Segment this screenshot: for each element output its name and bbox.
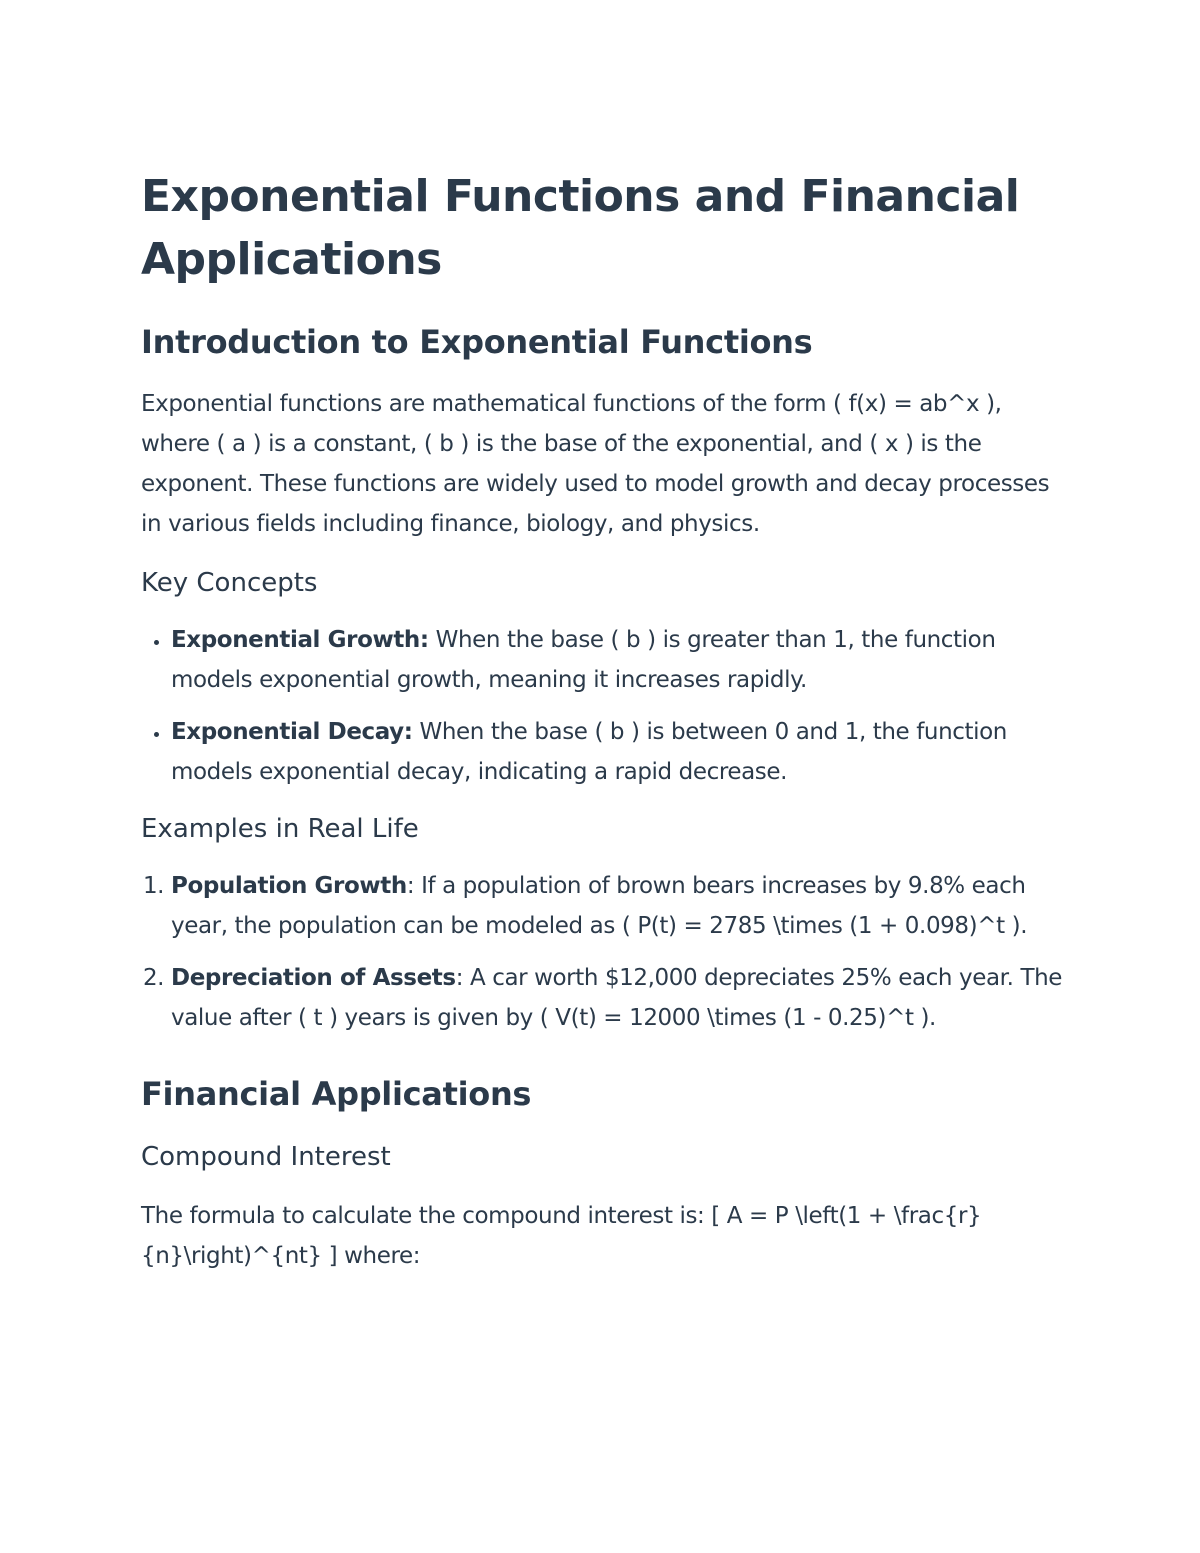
list-item	[171, 958, 1066, 1038]
subheading-compound-interest: Compound Interest	[141, 1142, 391, 1172]
list-item-text: : If a population of brown bears increases by 9.8% each year, the population can be modeled as ( P(t) = 2785 \times (1 + 0.098)^t ).	[171, 873, 1028, 939]
list-item	[171, 866, 1066, 946]
intro-paragraph: Exponential functions are mathematical functions of the form ( f(x) = ab^x ), where ( a ) is a constant, ( b ) is the base of the exponential, and ( x ) is the exponent. These functions are widely used to model growth and decay processes in various fields including finance, biology, and physics.	[141, 391, 1050, 537]
list-item-text: When the base ( b ) is between 0 and 1, the function models exponential decay, indicating a rapid decrease.	[171, 719, 1007, 785]
document-title: Exponential Functions and Financial Applications	[141, 171, 1020, 285]
list-item-term: Exponential Growth:	[171, 627, 429, 653]
key-concepts-list	[141, 620, 1066, 792]
list-item-term: Exponential Decay:	[171, 719, 413, 745]
examples-list	[141, 866, 1066, 1038]
compound-interest-paragraph: The formula to calculate the compound interest is: [ A = P \left(1 + \frac{r}{n}\right)^{nt} ] where:	[141, 1203, 982, 1269]
list-item-text: When the base ( b ) is greater than 1, the function models exponential growth, meaning it increases rapidly.	[171, 627, 996, 693]
section-heading-financial: Financial Applications	[141, 1075, 532, 1113]
list-item-term: Depreciation of Assets	[171, 965, 456, 991]
list-item-term: Population Growth	[171, 873, 407, 899]
document-page	[141, 165, 1066, 1276]
subheading-examples: Examples in Real Life	[141, 814, 419, 844]
subheading-key-concepts: Key Concepts	[141, 568, 318, 598]
section-heading-introduction: Introduction to Exponential Functions	[141, 323, 813, 361]
list-item-text: : A car worth $12,000 depreciates 25% each year. The value after ( t ) years is given by ( V(t) = 12000 \times (1 - 0.25)^t ).	[171, 965, 1063, 1031]
list-item	[171, 712, 1066, 792]
list-item	[171, 620, 1066, 700]
